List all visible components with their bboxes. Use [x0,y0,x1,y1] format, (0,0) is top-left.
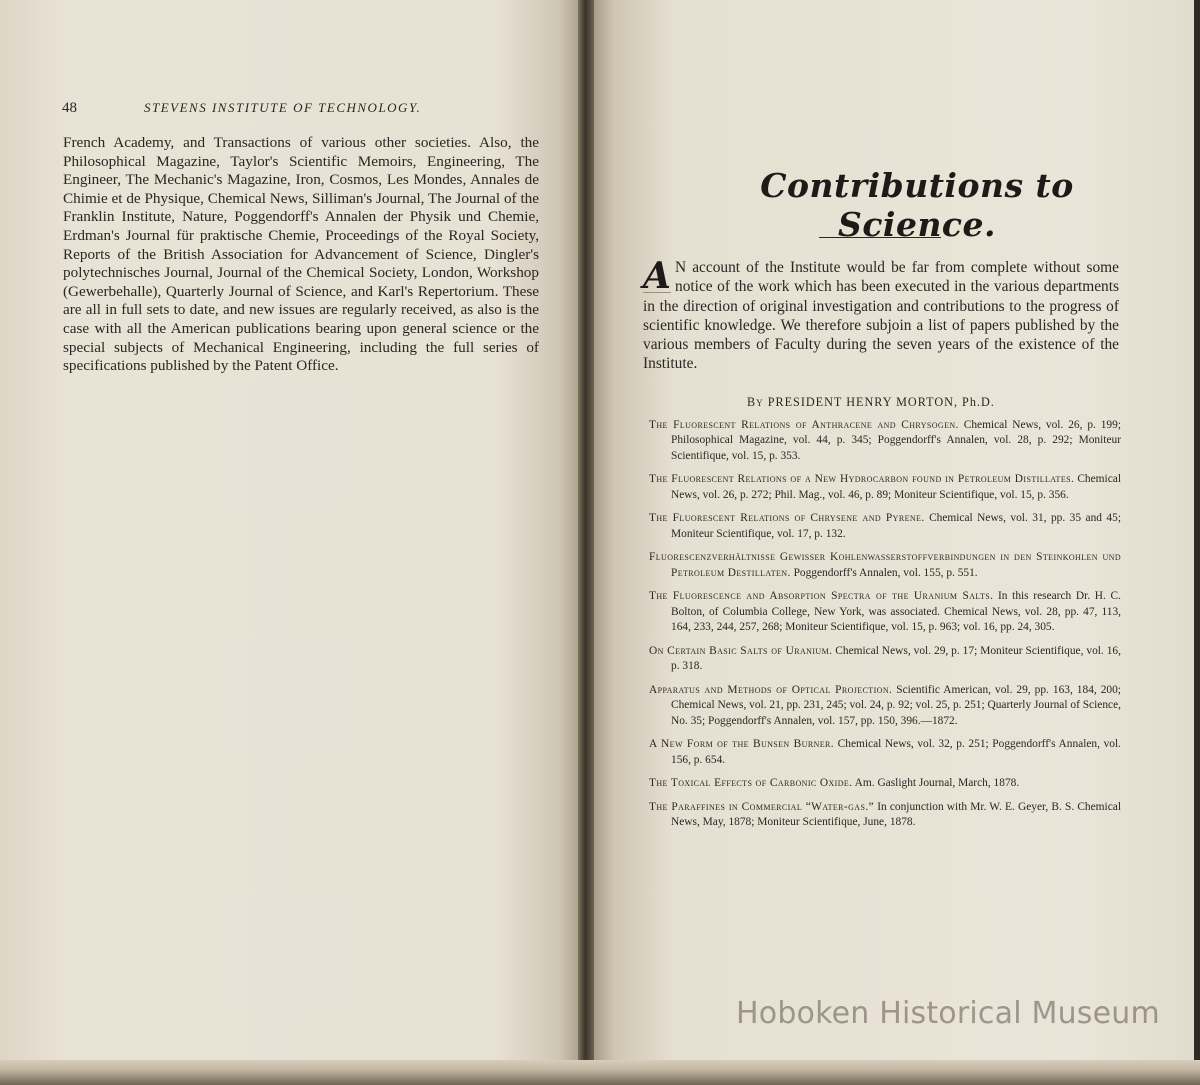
paper-entry [649,511,1121,542]
museum-watermark: Hoboken Historical Museum [736,996,1160,1031]
page-number: 48 [62,100,77,116]
right-page [590,0,1194,1060]
paper-citation: Chemical News, vol. 32, p. 251; Poggendorff's Annalen, vol. 156, p. 654. [671,738,1121,766]
intro-text: N account of the Institute would be far from complete without some notice of the work which has been executed in the various departments in the direction of original investigation and contributions to the progress of scientific knowledge. We therefore subjoin a list of papers published by the various members of Faculty during the seven years of the existence of the Institute. [643,259,1119,373]
paper-entry [649,418,1121,464]
book-bottom-edge [0,1060,1200,1085]
book-gutter [578,0,594,1085]
paper-entry [649,683,1121,729]
section-title: Contributions to Science. [760,166,1074,244]
paper-title: The Toxical Effects of Carbonic Oxide. [649,777,853,790]
paper-title: The Fluorescent Relations of Chrysene and Pyrene. [649,512,925,525]
intro-paragraph [643,255,1119,374]
paper-entry [649,644,1121,675]
papers-list [649,418,1121,839]
paper-citation: In this research Dr. H. C. Bolton, of Columbia College, New York, was associated. Chemical News, vol. 28, pp. 47, 113, 164, 233, 244, 257, 268; Moniteur Scientifique, vol. 15, p. 963; vol. 16, pp. 24, 305. [671,590,1121,634]
paper-title: Fluorescenzverhältnisse Gewisser Kohlenwasserstoffverbindungen in den Steinkohlen und Petroleum Destillaten. [649,551,1121,579]
drop-cap: A [643,255,671,297]
paper-title: The Paraffines in Commercial “Water-gas.” [649,800,875,813]
paper-entry [649,800,1121,831]
paper-citation: Am. Gaslight Journal, March, 1878. [854,777,1020,790]
paper-title: Apparatus and Methods of Optical Projection. [649,683,893,696]
paper-entry [649,472,1121,503]
paper-title: The Fluorescent Relations of a New Hydrocarbon found in Petroleum Distillates. [649,473,1075,486]
running-title: STEVENS INSTITUTE OF TECHNOLOGY. [144,100,422,115]
paper-entry [649,737,1121,768]
byline-prefix: By [747,395,764,409]
paper-title: The Fluorescence and Absorption Spectra of the Uranium Salts. [649,590,994,603]
paper-citation: Chemical News, vol. 26, p. 199; Philosophical Magazine, vol. 44, p. 345; Poggendorff's Annalen, vol. 28, p. 292; Moniteur Scientifique, vol. 15, p. 353. [671,419,1121,462]
paper-citation: Chemical News, vol. 31, pp. 35 and 45; Moniteur Scientifique, vol. 17, p. 132. [671,512,1121,540]
paper-title: The Fluorescent Relations of Anthracene and Chrysogen. [649,419,959,431]
left-body-text: French Academy, and Transactions of various other societies. Also, the Philosophical Magazine, Taylor's Scientific Memoirs, Engineering, The Engineer, The Mechanic's Magazine, Iron, Cosmos, Les Mondes, Annales de Chimie et de Physique, Chemical News, Silliman's Journal, The Journal of the Franklin Institute, Nature, Poggendorff's Annalen der Physik und Chemie, Erdman's Journal für praktische Chemie, Proceedings of the Royal Society, Reports of the British Association for Advancement of Science, Dingler's polytechnisches Journal, Journal of the Chemical Society, London, Workshop (Gewerbehalle), Quarterly Journal of Science, and Karl's Repertorium. These are all in full sets to date, and new issues are regularly received, as also is the case with all the American publications bearing upon general science or the special subjects of Mechanical Engineering, including the full series of specifications published by the Patent Office. [63,134,539,375]
paper-citation: Poggendorff's Annalen, vol. 155, p. 551. [793,566,978,579]
paper-entry [649,589,1121,635]
paper-citation: In conjunction with Mr. W. E. Geyer, B. S. Chemical News, May, 1878; Moniteur Scientifique, June, 1878. [671,800,1121,829]
byline-name: PRESIDENT HENRY MORTON, Ph.D. [767,395,995,409]
title-rule [819,237,941,238]
paper-entry [649,776,1121,791]
running-head [62,100,542,120]
paper-title: On Certain Basic Salts of Uranium. [649,644,833,657]
left-page [0,0,582,1060]
paper-citation: Scientific American, vol. 29, pp. 163, 184, 200; Chemical News, vol. 21, pp. 231, 245; vol. 24, p. 92; vol. 25, p. 251; Quarterly Journal of Science, No. 35; Poggendorff's Annalen, vol. 157, pp. 150, 396.—1872. [671,683,1121,727]
paper-title: A New Form of the Bunsen Burner. [649,738,835,751]
author-byline [747,395,1047,410]
paper-citation: Chemical News, vol. 29, p. 17; Moniteur Scientifique, vol. 16, p. 318. [671,644,1121,673]
paper-citation: Chemical News, vol. 26, p. 272; Phil. Mag., vol. 46, p. 89; Moniteur Scientifique, vol. 15, p. 356. [671,473,1121,501]
paper-entry [649,550,1121,581]
